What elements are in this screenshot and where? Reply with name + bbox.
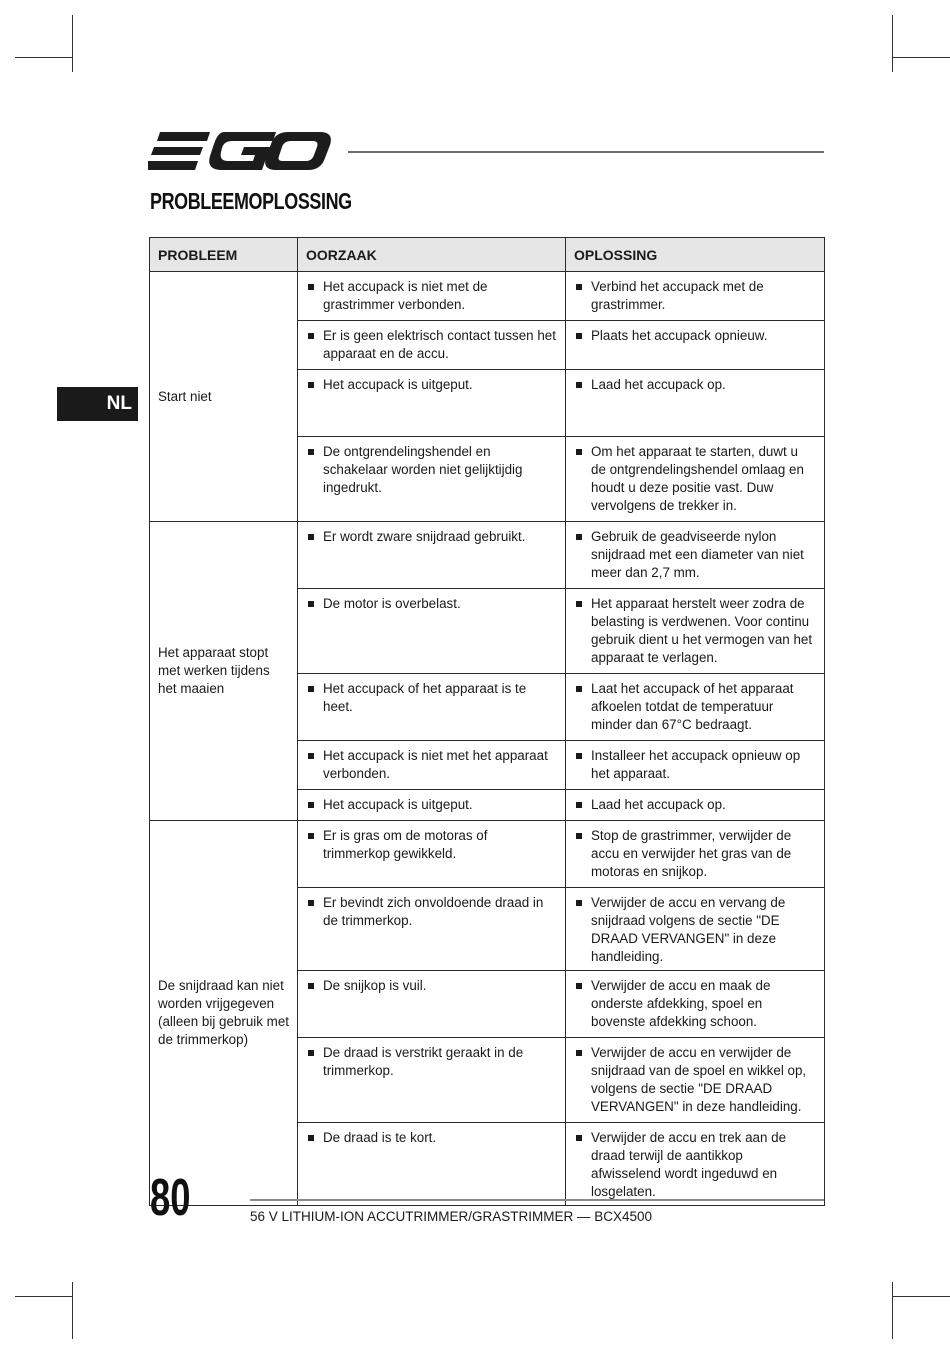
cause-cell	[298, 589, 566, 674]
table-row	[150, 821, 825, 888]
list-item: Laad het accupack op.	[576, 376, 816, 394]
page-title: PROBLEEMOPLOSSING	[150, 188, 352, 214]
list-item: Laat het accupack of het apparaat afkoelen totdat de temperatuur minder dan 67°C bedraagt.	[576, 680, 816, 734]
list-item: Stop de grastrimmer, verwijder de accu en verwijder het gras van de motoras en snijkop.	[576, 827, 816, 881]
solution-cell	[566, 321, 825, 370]
list-item: Plaats het accupack opnieuw.	[576, 327, 816, 345]
cause-cell	[298, 790, 566, 821]
solution-cell	[566, 1123, 825, 1206]
cause-cell	[298, 821, 566, 888]
cause-cell	[298, 1123, 566, 1206]
crop-mark	[15, 1296, 72, 1297]
crop-mark	[892, 1282, 893, 1339]
page-number: 80	[150, 1169, 191, 1227]
list-item: Er is geen elektrisch contact tussen het apparaat en de accu.	[308, 327, 557, 363]
list-item: Installeer het accupack opnieuw op het apparaat.	[576, 747, 816, 783]
cause-cell	[298, 971, 566, 1038]
list-item: De ontgrendelingshendel en schakelaar worden niet gelijktijdig ingedrukt.	[308, 443, 557, 497]
list-item: Er bevindt zich onvoldoende draad in de trimmerkop.	[308, 894, 557, 930]
solution-cell	[566, 370, 825, 437]
cause-cell	[298, 674, 566, 741]
language-tab: NL	[57, 387, 138, 421]
solution-cell	[566, 1038, 825, 1123]
solution-cell	[566, 589, 825, 674]
solution-cell	[566, 741, 825, 790]
crop-mark	[15, 57, 72, 58]
problem-cell: Start niet	[150, 272, 298, 522]
troubleshooting-table	[149, 237, 825, 1206]
solution-cell	[566, 674, 825, 741]
cause-cell	[298, 370, 566, 437]
list-item: Verwijder de accu en maak de onderste afdekking, spoel en bovenste afdekking schoon.	[576, 977, 816, 1031]
crop-mark	[892, 57, 950, 58]
header-rule	[348, 151, 824, 153]
list-item: Gebruik de geadviseerde nylon snijdraad met een diameter van niet meer dan 2,7 mm.	[576, 528, 816, 582]
table-header-row	[150, 238, 825, 272]
list-item: Het accupack is niet met de grastrimmer verbonden.	[308, 278, 557, 314]
column-header-solution: OPLOSSING	[566, 238, 825, 272]
cause-cell	[298, 437, 566, 522]
cause-cell	[298, 1038, 566, 1123]
problem-cell: Het apparaat stopt met werken tijdens het maaien	[150, 522, 298, 821]
list-item: De motor is overbelast.	[308, 595, 557, 613]
table-row	[150, 272, 825, 321]
solution-cell	[566, 790, 825, 821]
table-row	[150, 522, 825, 589]
list-item: Laad het accupack op.	[576, 796, 816, 814]
list-item: Er wordt zware snijdraad gebruikt.	[308, 528, 557, 546]
list-item: Het accupack is uitgeput.	[308, 376, 557, 394]
solution-cell	[566, 821, 825, 888]
cause-cell	[298, 272, 566, 321]
list-item: Verbind het accupack met de grastrimmer.	[576, 278, 816, 314]
solution-cell	[566, 888, 825, 971]
list-item: Verwijder de accu en vervang de snijdraad volgens de sectie "DE DRAAD VERVANGEN" in deze handleiding.	[576, 894, 816, 966]
list-item: De draad is verstrikt geraakt in de trimmerkop.	[308, 1044, 557, 1080]
list-item: Het accupack of het apparaat is te heet.	[308, 680, 557, 716]
list-item: Verwijder de accu en verwijder de snijdraad van de spoel en wikkel op, volgens de sectie "DE DRAAD VERVANGEN" in deze handleiding.	[576, 1044, 816, 1116]
list-item: Verwijder de accu en trek aan de draad terwijl de aantikkop afwisselend wordt ingeduwd en losgelaten.	[576, 1129, 816, 1201]
crop-mark	[72, 15, 73, 72]
crop-mark	[72, 1282, 73, 1339]
list-item: Het accupack is niet met het apparaat verbonden.	[308, 747, 557, 783]
solution-cell	[566, 971, 825, 1038]
ego-logo-icon	[148, 128, 332, 174]
list-item: Het apparaat herstelt weer zodra de belasting is verdwenen. Voor continu gebruik dient u het vermogen van het apparaat te verlagen.	[576, 595, 816, 667]
cause-cell	[298, 321, 566, 370]
crop-mark	[892, 1296, 950, 1297]
column-header-cause: OORZAAK	[298, 238, 566, 272]
list-item: De snijkop is vuil.	[308, 977, 557, 995]
list-item: De draad is te kort.	[308, 1129, 557, 1147]
list-item: Het accupack is uitgeput.	[308, 796, 557, 814]
column-header-problem: PROBLEEM	[150, 238, 298, 272]
list-item: Om het apparaat te starten, duwt u de ontgrendelingshendel omlaag en houdt u deze positie vast. Duw vervolgens de trekker in.	[576, 443, 816, 515]
solution-cell	[566, 437, 825, 522]
cause-cell	[298, 741, 566, 790]
crop-mark	[892, 15, 893, 72]
cause-cell	[298, 888, 566, 971]
footer-product-title: 56 V LITHIUM-ION ACCUTRIMMER/GRASTRIMMER — BCX4500	[250, 1209, 653, 1224]
problem-cell: De snijdraad kan niet worden vrijgegeven (alleen bij gebruik met de trimmerkop)	[150, 821, 298, 1206]
solution-cell	[566, 272, 825, 321]
cause-cell	[298, 522, 566, 589]
list-item: Er is gras om de motoras of trimmerkop gewikkeld.	[308, 827, 557, 863]
solution-cell	[566, 522, 825, 589]
footer-rule	[250, 1199, 824, 1201]
